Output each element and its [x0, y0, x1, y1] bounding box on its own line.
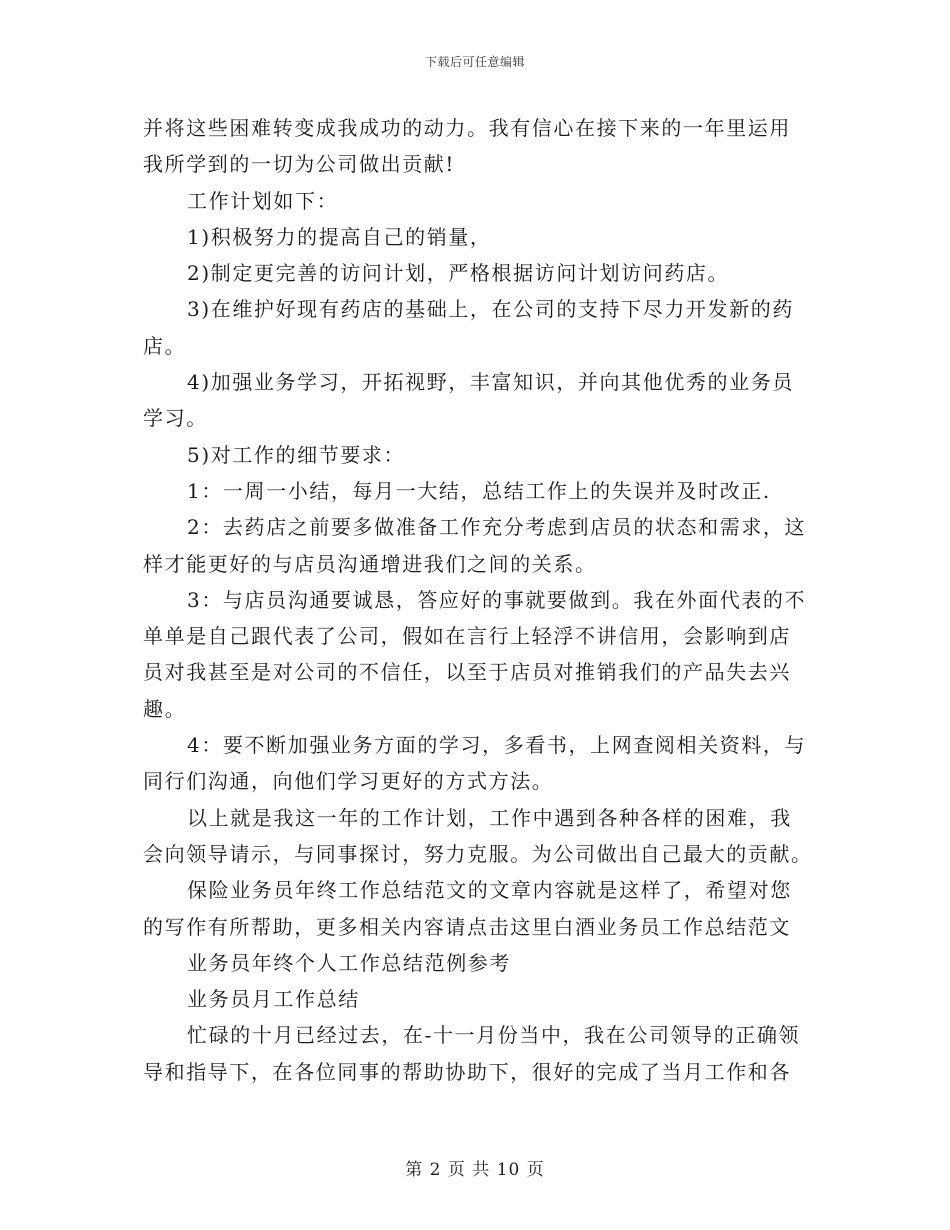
text-line: 单单是自己跟代表了公司，假如在言行上轻浮不讲信用，会影响到店 [143, 624, 791, 649]
text-line: 员对我甚至是对公司的不信任，以至于店员对推销我们的产品失去兴 [143, 660, 791, 685]
text-line: 忙碌的十月已经过去，在-十一月份当中，我在公司领导的正确领 [187, 1023, 801, 1048]
text-line: 会向领导请示，与同事探讨，努力克服。为公司做出自己最大的贡献。 [143, 841, 813, 866]
text-line: 业务员月工作总结 [187, 987, 360, 1012]
text-line: 3：与店员沟通要诚恳，答应好的事就要做到。我在外面代表的不 [187, 587, 807, 612]
text-line: 工作计划如下： [187, 188, 339, 213]
text-line: 1)积极努力的提高自己的销量， [187, 224, 492, 249]
text-line: 3)在维护好现有药店的基础上，在公司的支持下尽力开发新的药 [187, 297, 794, 322]
text-line: 学习。 [143, 406, 208, 431]
text-line: 5)对工作的细节要求： [187, 442, 406, 467]
text-line: 1：一周一小结，每月一大结，总结工作上的失误并及时改正. [187, 478, 771, 503]
text-line: 趣。 [143, 696, 187, 721]
document-body [143, 110, 811, 1090]
text-line: 样才能更好的与店员沟通增进我们之间的关系。 [143, 551, 597, 576]
text-line: 2)制定更完善的访问计划，严格根据访问计划访问药店。 [187, 261, 730, 286]
text-line: 4)加强业务学习，开拓视野，丰富知识，并向其他优秀的业务员 [187, 370, 794, 395]
text-line: 并将这些困难转变成我成功的动力。我有信心在接下来的一年里运用 [143, 116, 791, 140]
text-line: 保险业务员年终工作总结范文的文章内容就是这样了，希望对您 [187, 878, 792, 903]
text-line: 我所学到的一切为公司做出贡献! [143, 152, 456, 177]
text-line: 业务员年终个人工作总结范例参考 [187, 950, 511, 975]
text-line: 2：去药店之前要多做准备工作充分考虑到店员的状态和需求，这 [187, 515, 807, 540]
page-footer: 第 2 页 共 10 页 [405, 1160, 545, 1180]
page-header: 下载后可任意编辑 [424, 55, 525, 69]
text-line: 店。 [143, 333, 187, 358]
text-line: 的写作有所帮助，更多相关内容请点击这里白酒业务员工作总结范文 [143, 914, 791, 939]
text-line: 以上就是我这一年的工作计划，工作中遇到各种各样的困难，我 [187, 805, 792, 830]
text-line: 4：要不断加强业务方面的学习，多看书，上网查阅相关资料，与 [187, 733, 807, 758]
text-line: 同行们沟通，向他们学习更好的方式方法。 [143, 769, 554, 794]
text-line: 导和指导下，在各位同事的帮助协助下，很好的完成了当月工作和各 [143, 1059, 791, 1084]
